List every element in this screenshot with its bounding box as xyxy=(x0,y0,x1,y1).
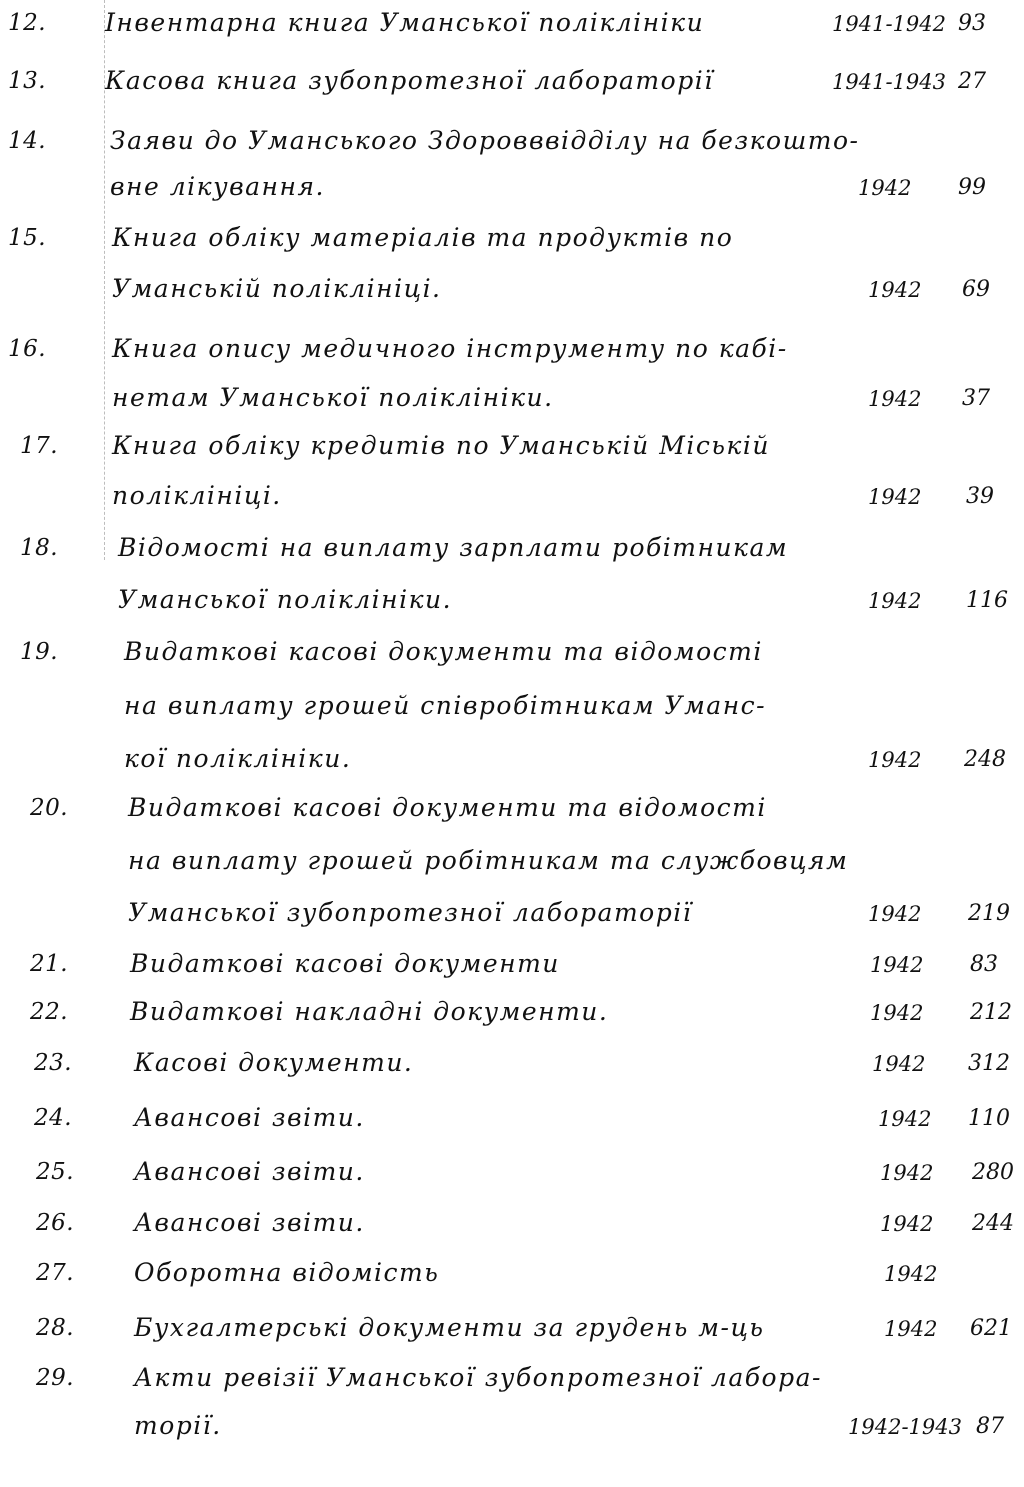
entry-title-line: Книга обліку матеріалів та продуктів по xyxy=(112,223,734,252)
entry-years: 1941-1943 xyxy=(832,70,946,94)
entry-title-line: Видаткові накладні документи. xyxy=(130,997,609,1026)
entry-title-line: Уманської поліклініки. xyxy=(118,585,453,614)
entry-years: 1942 xyxy=(858,176,912,200)
entry-years: 1942 xyxy=(878,1107,932,1131)
entry-title-line: Уманській поліклініці. xyxy=(112,274,442,303)
entry-title-line: Бухгалтерські документи за грудень м-ць xyxy=(134,1313,765,1342)
entry-years: 1942 xyxy=(868,485,922,509)
entry-sheet-count: 212 xyxy=(970,1000,1012,1025)
entry-years: 1942 xyxy=(870,1001,924,1025)
entry-sheet-count: 87 xyxy=(976,1414,1004,1439)
entry-years: 1942 xyxy=(884,1262,938,1286)
entry-title-line: Заяви до Уманського Здоровввідділу на безкошто- xyxy=(110,126,860,155)
entry-title-line: торії. xyxy=(134,1411,222,1440)
entry-number: 19. xyxy=(20,639,59,665)
entry-title-line: на виплату грошей співробітникам Уманс- xyxy=(124,691,767,720)
entry-title-line: Книга опису медичного інструменту по кабі- xyxy=(112,334,788,363)
entry-sheet-count: 39 xyxy=(966,484,994,509)
entry-number: 18. xyxy=(20,535,59,561)
entry-number: 24. xyxy=(34,1105,73,1131)
entry-sheet-count: 37 xyxy=(962,386,990,411)
entry-sheet-count: 110 xyxy=(968,1106,1010,1131)
entry-title-line: Касові документи. xyxy=(134,1048,414,1077)
entry-number: 13. xyxy=(8,68,47,94)
entry-sheet-count: 99 xyxy=(958,175,986,200)
entry-sheet-count: 69 xyxy=(962,277,990,302)
entry-years: 1942 xyxy=(868,589,922,613)
entry-title-line: Касова книга зубопротезної лабораторії xyxy=(105,66,714,95)
entry-title-line: Видаткові касові документи та відомості xyxy=(128,793,767,822)
entry-sheet-count: 244 xyxy=(972,1211,1014,1236)
entry-years: 1942 xyxy=(868,748,922,772)
entry-number: 22. xyxy=(30,999,69,1025)
entry-title-line: нетам Уманської поліклініки. xyxy=(112,383,554,412)
entry-sheet-count: 280 xyxy=(972,1160,1014,1185)
entry-title-line: Інвентарна книга Уманської поліклініки xyxy=(105,8,705,37)
entry-sheet-count: 27 xyxy=(958,69,986,94)
entry-title-line: Авансові звіти. xyxy=(134,1103,365,1132)
entry-title-line: поліклініці. xyxy=(112,481,282,510)
entry-title-line: Авансові звіти. xyxy=(134,1208,365,1237)
entry-title-line: Уманської зубопротезної лабораторії xyxy=(128,898,693,927)
entry-number: 26. xyxy=(36,1210,75,1236)
entry-title-line: кої поліклініки. xyxy=(124,744,352,773)
entry-years: 1942 xyxy=(868,387,922,411)
entry-number: 20. xyxy=(30,795,69,821)
entry-number: 15. xyxy=(8,225,47,251)
entry-years: 1941-1942 xyxy=(832,12,946,36)
entry-years: 1942 xyxy=(880,1161,934,1185)
entry-number: 29. xyxy=(36,1365,75,1391)
entry-years: 1942 xyxy=(868,278,922,302)
entry-years: 1942-1943 xyxy=(848,1415,962,1439)
entry-number: 28. xyxy=(36,1315,75,1341)
entry-years: 1942 xyxy=(868,902,922,926)
entry-number: 27. xyxy=(36,1260,75,1286)
entry-title-line: Книга обліку кредитів по Уманській Міській xyxy=(112,431,770,460)
entry-title-line: Авансові звіти. xyxy=(134,1157,365,1186)
entry-sheet-count: 83 xyxy=(970,952,998,977)
entry-sheet-count: 621 xyxy=(970,1316,1012,1341)
entry-title-line: Видаткові касові документи та відомості xyxy=(124,637,763,666)
entry-number: 12. xyxy=(8,10,47,36)
entry-number: 17. xyxy=(20,433,59,459)
entry-title-line: Відомості на виплату зарплати робітникам xyxy=(118,533,789,562)
entry-number: 14. xyxy=(8,128,47,154)
entry-years: 1942 xyxy=(872,1052,926,1076)
entry-sheet-count: 312 xyxy=(968,1051,1010,1076)
entry-number: 21. xyxy=(30,951,69,977)
entry-number: 25. xyxy=(36,1159,75,1185)
entry-sheet-count: 93 xyxy=(958,11,986,36)
entry-number: 16. xyxy=(8,336,47,362)
entry-sheet-count: 248 xyxy=(964,747,1006,772)
entry-title-line: Видаткові касові документи xyxy=(130,949,560,978)
entry-years: 1942 xyxy=(884,1317,938,1341)
entry-years: 1942 xyxy=(880,1212,934,1236)
entry-title-line: на виплату грошей робітникам та службовцям xyxy=(128,846,849,875)
entry-number: 23. xyxy=(34,1050,73,1076)
entry-sheet-count: 219 xyxy=(968,901,1010,926)
entry-sheet-count: 116 xyxy=(966,588,1008,613)
entry-title-line: Оборотна відомість xyxy=(134,1258,440,1287)
entry-title-line: Акти ревізії Уманської зубопротезної лабора- xyxy=(134,1363,822,1392)
entry-years: 1942 xyxy=(870,953,924,977)
entry-title-line: вне лікування. xyxy=(110,172,325,201)
